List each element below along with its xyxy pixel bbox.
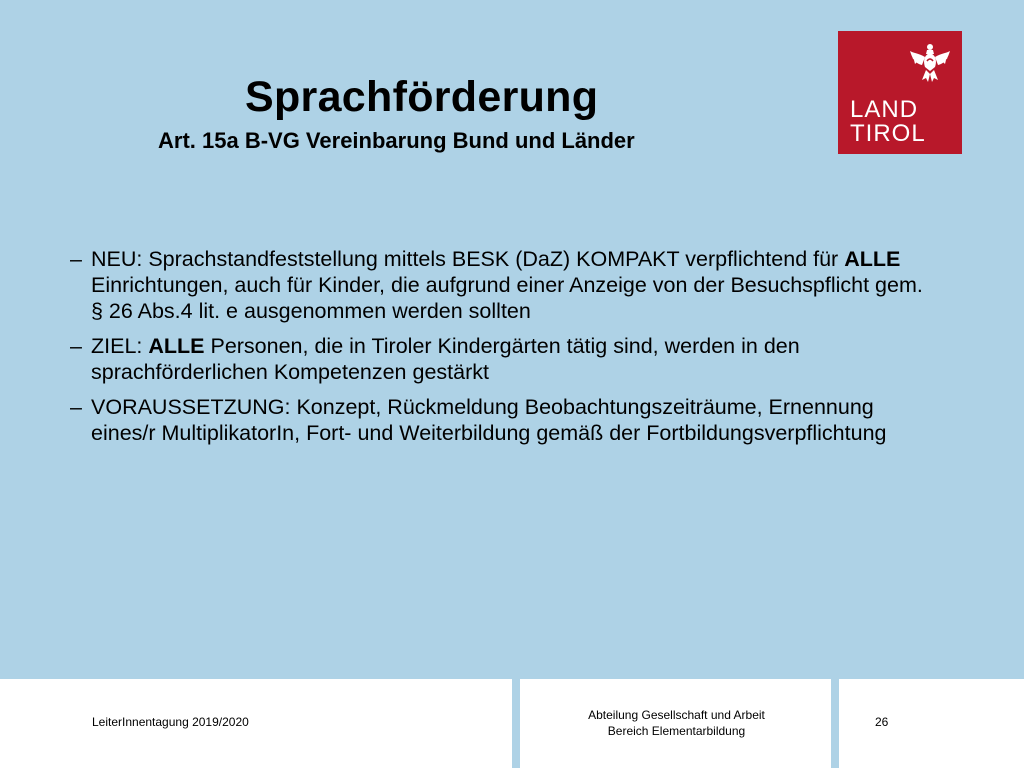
footer-divider — [831, 679, 839, 768]
logo-text-line1: LAND — [850, 96, 919, 123]
page-number: 26 — [875, 715, 889, 729]
land-tirol-logo — [838, 31, 962, 154]
footer-department-line1: Abteilung Gesellschaft und Arbeit — [588, 708, 765, 722]
bullet-marker: – — [70, 334, 82, 358]
footer — [0, 679, 1024, 768]
bullet-text: NEU: Sprachstandfeststellung mittels BESK (DaZ) KOMPAKT verpflichtend für — [91, 247, 845, 271]
bullet-item — [70, 394, 930, 446]
bullet-marker: – — [70, 247, 82, 271]
bullet-text: VORAUSSETZUNG: Konzept, Rückmeldung Beobachtungszeiträume, Ernennung eines/r MultiplikatorIn, Fort- und Weiterbildung gemäß der Fortbildungsverpflichtung — [91, 395, 887, 445]
tyrolean-eagle-icon — [908, 41, 952, 85]
bullet-text: ZIEL: — [91, 334, 149, 358]
bullet-text: Einrichtungen, auch für Kinder, die aufgrund einer Anzeige von der Besuchspflicht gem. § 26 Abs.4 lit. e ausgenommen werden sollten — [91, 273, 923, 323]
slide-title: Sprachförderung — [245, 73, 599, 121]
footer-divider — [512, 679, 520, 768]
logo-text-line2: TIROL — [850, 120, 926, 147]
footer-event: LeiterInnentagung 2019/2020 — [92, 715, 249, 729]
bullet-list — [70, 246, 930, 455]
bullet-item — [70, 333, 930, 385]
footer-department — [524, 707, 829, 739]
bullet-text: Personen, die in Tiroler Kindergärten tätig sind, werden in den sprachförderlichen Kompetenzen gestärkt — [91, 334, 800, 384]
footer-department-line2: Bereich Elementarbildung — [607, 724, 746, 738]
slide-subtitle: Art. 15a B-VG Vereinbarung Bund und Länder — [158, 128, 635, 153]
bullet-emphasis: ALLE — [844, 247, 901, 271]
bullet-emphasis: ALLE — [148, 334, 205, 358]
bullet-marker: – — [70, 395, 82, 419]
bullet-item — [70, 246, 930, 324]
